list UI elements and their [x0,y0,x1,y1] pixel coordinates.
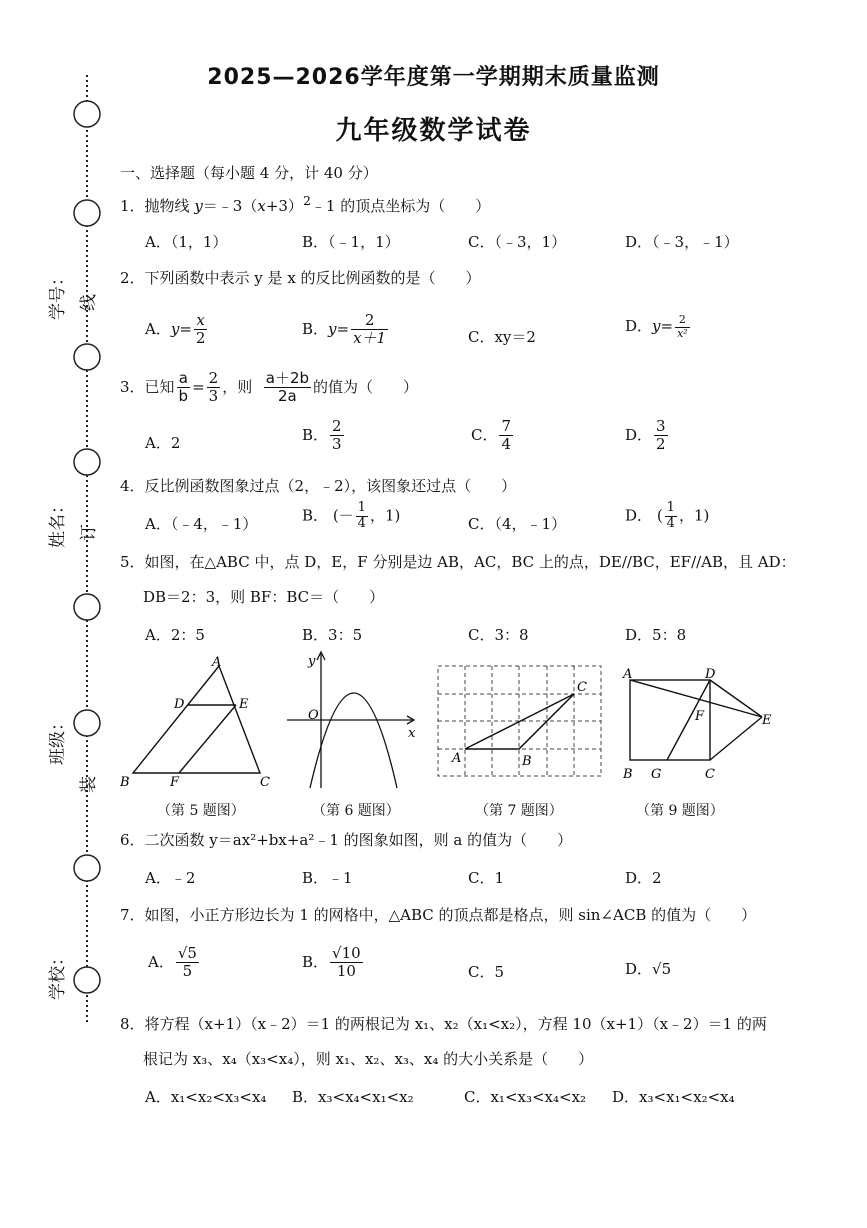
fig5-label-c: C [260,775,270,790]
q2-option-a: A．y= $\frac{x}{2}$ [145,311,206,348]
q4-option-b: B． (－ $\frac{1}{4}$ ，1) [302,500,401,531]
q1-option-b: B．（﹣1，1） [302,233,400,251]
q3-option-d: D． $\frac{3}{2}$ [625,417,666,454]
binding-mark-line: 线 [79,294,99,311]
fig5-label-f: F [170,775,180,790]
figure-6 [282,648,422,793]
q3-stem: 3．已知 $\frac{a}{b}$ = $\frac{2}{3}$ ，则 $\frac{a+2b}{2a}$ 的值为（ ） [120,369,419,406]
q8-stem-line2: 根记为 x₃、x₄（x₃<x₄），则 x₁、x₂、x₃、x₄ 的大小关系是（ ） [143,1050,594,1068]
q7-option-c: C．5 [468,963,505,981]
fig7-label-a: A [452,751,462,766]
q6-option-b: B．﹣1 [302,869,353,887]
q7-stem: 7．如图，小正方形边长为 1 的网格中，△ABC 的顶点都是格点，则 sin∠ACB 的值为（ ） [120,906,757,924]
school-label: 学校： [48,949,68,1000]
q8-stem-line1: 8．将方程（x+1）（x﹣2）＝1 的两根记为 x₁、x₂（x₁<x₂），方程 10（x+1）（x﹣2）＝1 的两 [120,1015,767,1033]
q8-option-a: A．x₁<x₂<x₃<x₄ [145,1088,267,1106]
q4-stem: 4．反比例函数图象过点（2，﹣2），该图象还过点（ ） [120,477,517,495]
fig9-label-g: G [651,767,662,782]
fig7-label-b: B [522,754,532,769]
q7-option-d: D．√5 [625,960,672,978]
q8-option-b: B．x₃<x₄<x₁<x₂ [292,1088,414,1106]
figure-9 [615,660,785,785]
fig9-label-c: C [705,767,715,782]
q2-option-b: B．y= $\frac{2}{x+1}$ [302,311,387,348]
figure-9-caption: （第 9 题图） [636,803,724,819]
q3-option-a: A．2 [145,434,181,452]
q6-stem: 6．二次函数 y＝ax²+bx+a²﹣1 的图象如图，则 a 的值为（ ） [120,831,573,849]
name-label: 姓名： [48,497,68,548]
figure-6-caption: （第 6 题图） [312,803,400,819]
q4-option-c: C．（4，﹣1） [468,515,567,533]
q7-option-b: B． $\frac{√10}{10}$ [302,944,361,981]
exam-title: 2025—2026学年度第一学期期末质量监测 [207,65,660,90]
q2-option-c: C．xy＝2 [468,328,536,346]
figure-5 [112,652,282,792]
fig9-label-f: F [695,709,705,724]
q1-option-a: A．（1，1） [145,233,228,251]
q4-option-a: A．（﹣4，﹣1） [145,515,258,533]
exam-subtitle: 九年级数学试卷 [335,116,532,146]
q5-option-a: A．2：5 [145,626,205,644]
student-id-label: 学号： [48,269,68,320]
q5-stem-line1: 5．如图，在△ABC 中，点 D，E，F 分别是边 AB，AC，BC 上的点，DE//BC，EF//AB，且 AD： [120,553,796,571]
class-label: 班级： [48,714,68,765]
binding-margin [60,70,110,1030]
fig6-label-o: O [308,708,319,723]
fig5-label-b: B [120,775,130,790]
binding-mark-staple: 订 [79,524,99,541]
fig6-label-x: x [408,726,416,741]
q6-option-c: C．1 [468,869,505,887]
q3-option-b: B． $\frac{2}{3}$ [302,417,342,454]
q5-option-c: C．3：8 [468,626,529,644]
fig6-label-y: y [308,654,316,669]
fig9-label-a: A [623,667,633,682]
q5-option-b: B．3：5 [302,626,363,644]
fig5-label-e: E [239,697,249,712]
fig9-label-d: D [705,667,716,682]
q6-option-d: D．2 [625,869,662,887]
fig7-label-c: C [577,680,587,695]
q2-stem: 2．下列函数中表示 y 是 x 的反比例函数的是（ ） [120,269,481,287]
fig5-label-d: D [174,697,185,712]
fig9-label-b: B [623,767,633,782]
figure-7 [432,660,607,782]
fig5-label-a: A [212,655,222,670]
q5-stem-line2: DB＝2：3，则 BF：BC＝（ ） [143,588,385,606]
q1-stem: 1．抛物线 $y=﹣3(x+3)^2﹣1$ 的顶点坐标为（ ） [120,193,491,215]
figure-5-caption: （第 5 题图） [157,803,245,819]
q6-option-a: A．﹣2 [145,869,196,887]
binding-mark-bind: 装 [79,776,99,793]
q3-option-c: C． $\frac{7}{4}$ [471,417,512,454]
q2-option-d: D．y= $\frac{2}{\text{x²}}$ [625,313,688,340]
fig9-label-e: E [762,713,772,728]
q8-option-d: D．x₃<x₁<x₂<x₄ [612,1088,735,1106]
q5-option-d: D．5：8 [625,626,687,644]
q1-option-c: C．（﹣3，1） [468,233,567,251]
section-heading: 一、选择题（每小题 4 分，计 40 分） [120,164,378,182]
q4-option-d: D． ( $\frac{1}{4}$ ，1) [625,500,710,531]
q1-option-d: D．（﹣3，﹣1） [625,233,739,251]
q7-option-a: A． $\frac{√5}{5}$ [148,944,197,981]
q8-option-c: C．x₁<x₃<x₄<x₂ [464,1088,587,1106]
figure-7-caption: （第 7 题图） [475,803,563,819]
